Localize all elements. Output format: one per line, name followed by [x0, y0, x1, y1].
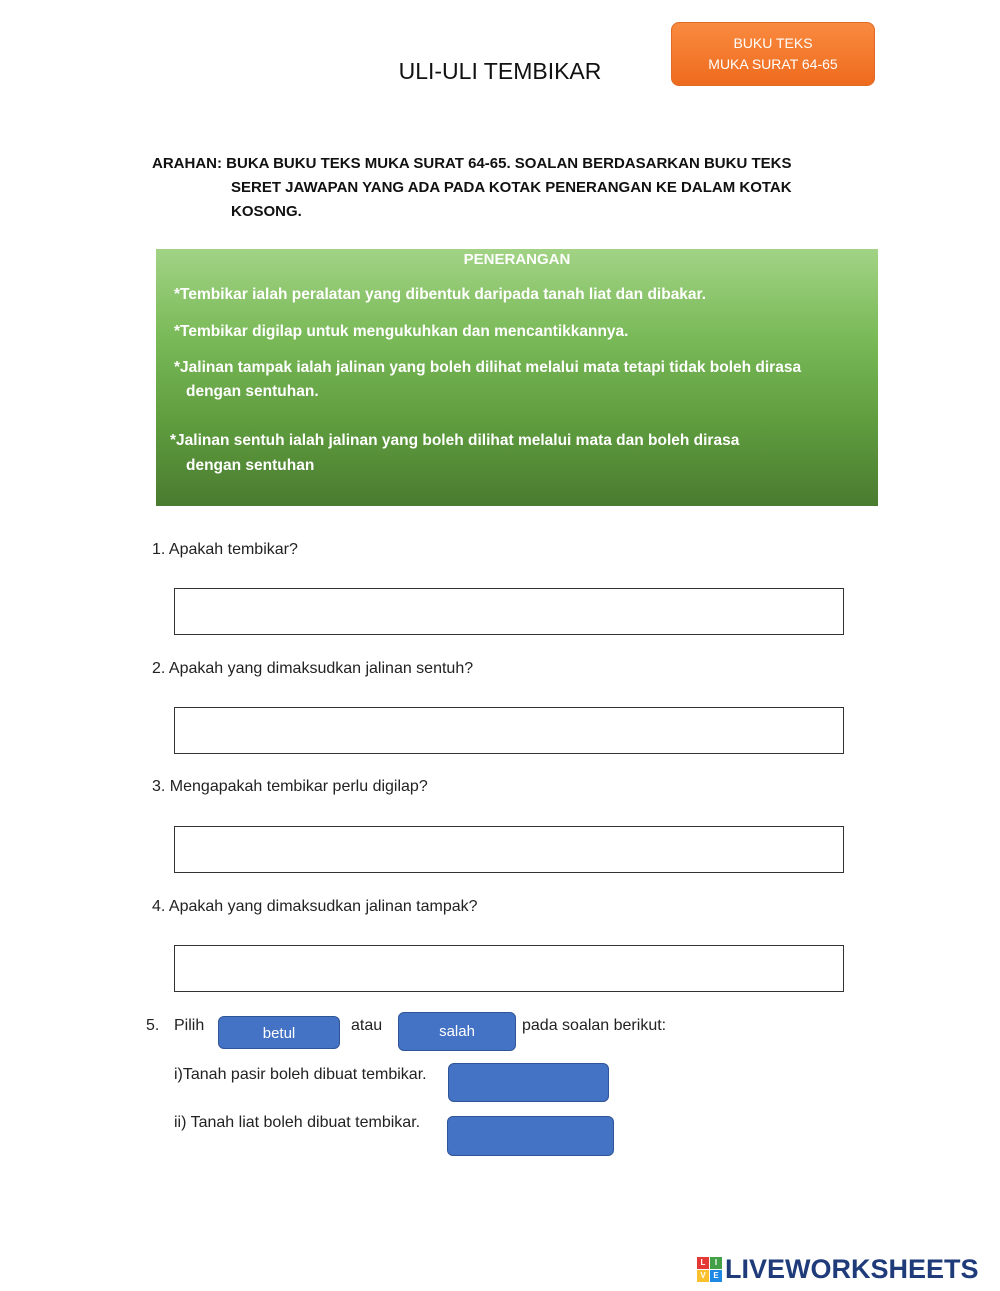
penerangan-item-1[interactable]: *Tembikar ialah peralatan yang dibentuk daripada tanah liat dan dibakar.: [174, 286, 707, 303]
question-5-number: 5.: [146, 1017, 160, 1034]
instruction-line-3: KOSONG.: [231, 203, 302, 220]
answer-box-1[interactable]: [174, 588, 844, 635]
statement-ii: ii) Tanah liat boleh dibuat tembikar.: [174, 1114, 421, 1131]
penerangan-item-4-line-1[interactable]: *Jalinan sentuh ialah jalinan yang boleh dilihat melalui mata dan boleh dirasa: [170, 432, 740, 449]
instruction-line-2: SERET JAWAPAN YANG ADA PADA KOTAK PENERANGAN KE DALAM KOTAK: [231, 179, 792, 196]
penerangan-item-3-line-1[interactable]: *Jalinan tampak ialah jalinan yang boleh dilihat melalui mata tetapi tidak boleh dirasa: [174, 359, 802, 376]
penerangan-item-2[interactable]: *Tembikar digilap untuk mengukuhkan dan mencantikkannya.: [174, 323, 629, 340]
liveworksheets-logo: [697, 1253, 979, 1285]
badge-line-1: BUKU TEKS: [733, 35, 813, 51]
salah-chip[interactable]: salah: [398, 1012, 516, 1051]
question-4: 4. Apakah yang dimaksudkan jalinan tampak?: [152, 898, 478, 915]
question-3: 3. Mengapakah tembikar perlu digilap?: [152, 778, 428, 795]
question-5-instruction: pada soalan berikut:: [522, 1017, 667, 1034]
drop-zone-i[interactable]: [448, 1063, 609, 1102]
answer-box-4[interactable]: [174, 945, 844, 992]
penerangan-heading: PENERANGAN: [463, 251, 571, 268]
instruction-line-1: ARAHAN: BUKA BUKU TEKS MUKA SURAT 64-65. SOALAN BERDASARKAN BUKU TEKS: [152, 155, 792, 172]
betul-chip[interactable]: betul: [218, 1016, 340, 1049]
logo-letter-e: E: [710, 1270, 722, 1282]
statement-i: i)Tanah pasir boleh dibuat tembikar.: [174, 1066, 427, 1083]
logo-letter-l: L: [697, 1257, 709, 1269]
question-5-pilih: Pilih: [174, 1017, 205, 1034]
logo-wordmark: LIVEWORKSHEETS: [725, 1253, 979, 1284]
question-1: 1. Apakah tembikar?: [152, 541, 298, 558]
answer-box-2[interactable]: [174, 707, 844, 754]
penerangan-panel: [156, 249, 878, 506]
logo-letter-v: V: [697, 1270, 709, 1282]
logo-letter-i: I: [710, 1257, 722, 1269]
penerangan-item-4-line-2[interactable]: dengan sentuhan: [186, 457, 315, 474]
badge-line-2: MUKA SURAT 64-65: [708, 56, 838, 72]
answer-box-3[interactable]: [174, 826, 844, 873]
question-2: 2. Apakah yang dimaksudkan jalinan sentuh?: [152, 660, 474, 677]
question-5-atau: atau: [351, 1017, 383, 1034]
page-title: ULI-ULI TEMBIKAR: [398, 58, 602, 84]
logo-squares-icon: [697, 1257, 722, 1282]
penerangan-item-3-line-2[interactable]: dengan sentuhan.: [186, 383, 319, 400]
instructions: [152, 152, 842, 224]
drop-zone-ii[interactable]: [447, 1116, 614, 1156]
